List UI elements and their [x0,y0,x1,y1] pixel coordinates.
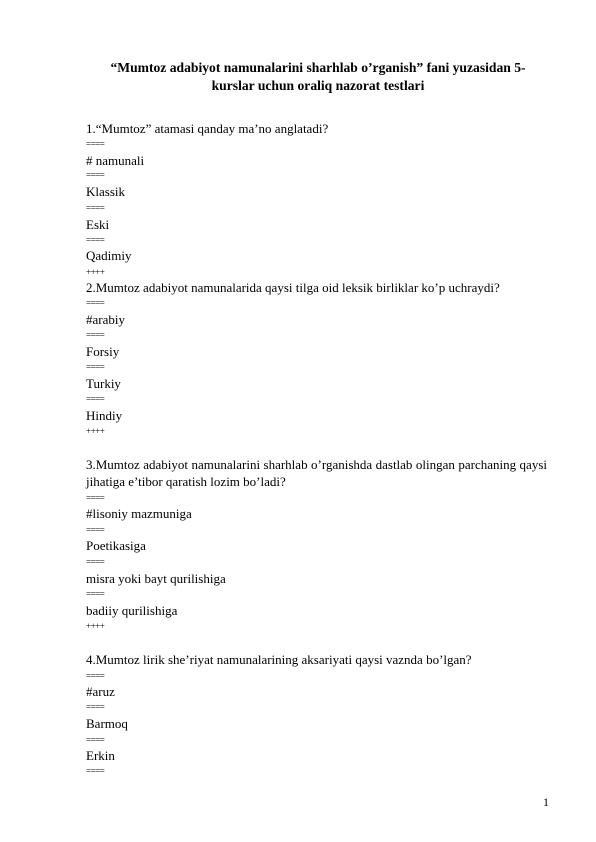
separator: ==== [86,362,105,372]
question-3-text: 3.Mumtoz adabiyot namunalarini sharhlab o’rganishda dastlab olingan parchaning qaysi jihatiga e’tibor qaratish lozim bo’ladi? [86,457,547,489]
separator: ==== [86,766,105,776]
separator: ==== [86,493,105,503]
separator-end: ++++ [86,426,105,436]
separator: ==== [86,557,105,567]
separator: ==== [86,525,105,535]
separator: ==== [86,702,105,712]
question-2-option-3: Turkiy [86,376,121,391]
question-4-option-1: #aruz [86,684,115,699]
question-1-text: 1.“Mumtoz” atamasi qanday ma’no anglatadi? [86,121,329,136]
title-line-1: “Mumtoz adabiyot namunalarini sharhlab o’rganish” fani yuzasidan 5- [110,60,526,75]
question-4-option-2: Barmoq [86,716,128,731]
question-3-option-1: #lisoniy mazmuniga [86,506,192,521]
separator: ==== [86,671,105,681]
separator-end: ++++ [86,621,105,631]
question-3-option-2: Poetikasiga [86,538,146,553]
question-2-option-2: Forsiy [86,344,120,359]
question-2-text: 2.Mumtoz adabiyot namunalarida qaysi tilga oid leksik birliklar ko’p uchraydi? [86,280,500,295]
question-3-option-3: misra yoki bayt qurilishiga [86,571,226,586]
question-1-option-1: # namunali [86,153,145,168]
separator-end: ++++ [86,267,105,277]
separator: ==== [86,330,105,340]
question-4-text: 4.Mumtoz lirik she’riyat namunalarining aksariyati qaysi vaznda bo’lgan? [86,652,472,667]
separator: ==== [86,170,105,180]
question-1-option-2: Klassik [86,184,125,199]
question-3-option-4: badiiy qurilishiga [86,603,178,618]
document-title [90,59,546,95]
separator: ==== [86,298,105,308]
separator: ==== [86,589,105,599]
separator: ==== [86,735,105,745]
separator: ==== [86,235,105,245]
separator: ==== [86,139,105,149]
page-number: 1 [543,795,549,809]
separator: ==== [86,394,105,404]
separator: ==== [86,203,105,213]
question-2-option-1: #arabiy [86,312,125,327]
title-line-2: kurslar uchun oraliq nazorat testlari [211,78,425,93]
question-2-option-4: Hindiy [86,408,123,423]
question-1-option-4: Qadimiy [86,248,132,263]
question-4-option-3: Erkin [86,748,115,763]
question-1-option-3: Eski [86,217,110,232]
